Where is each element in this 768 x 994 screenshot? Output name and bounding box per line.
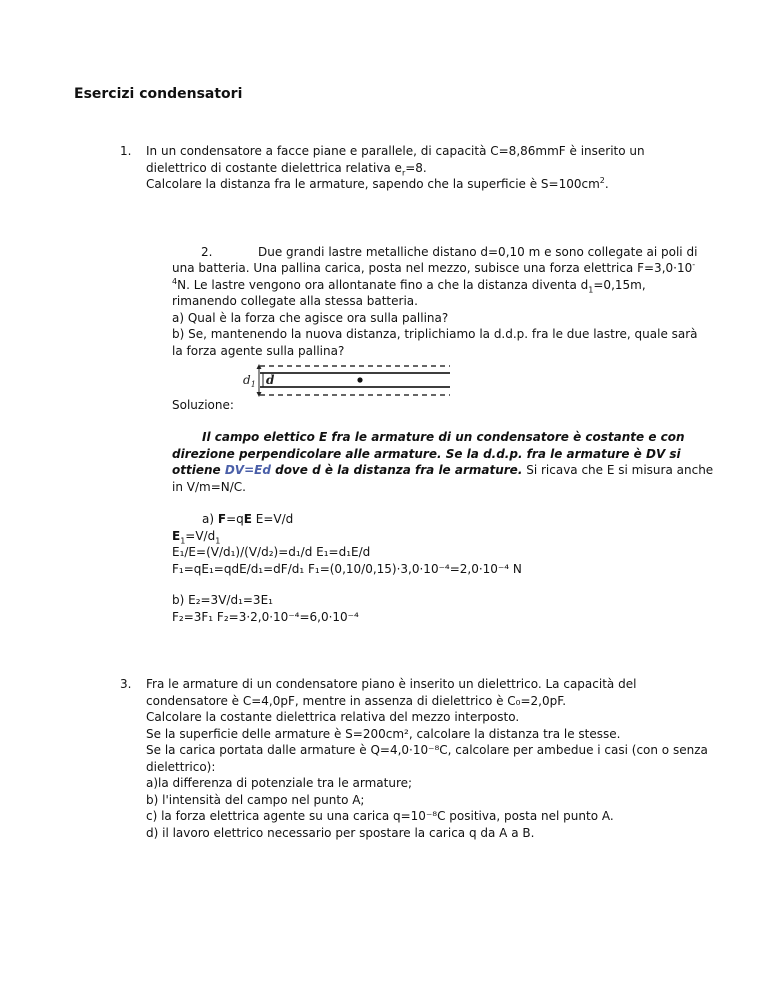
force-symbol: F (217, 512, 227, 526)
answer-a-line-1 (172, 511, 522, 528)
text: N. Le lastre vengono ora allontanate fino a che la distanza diventa d (177, 277, 589, 292)
text: a) (202, 512, 218, 526)
exercise-2-line-2 (172, 260, 698, 277)
exercise-3-line-1: Fra le armature di un condensatore piano è inserito un dielettrico. La capacità del (146, 677, 637, 691)
field-symbol: E (243, 512, 252, 526)
text: =8. (405, 160, 427, 175)
exercise-2-line-5: a) Qual è la forza che agisce ora sulla pallina? (172, 310, 449, 325)
superscript: 2 (599, 176, 605, 185)
text: =q (226, 512, 244, 526)
d1-label (243, 373, 256, 389)
superscript: - (692, 260, 696, 269)
subscript: 1 (180, 535, 186, 545)
exercise-3-line-2: condensatore è C=4,0pF, mentre in assenza di dielettrico è C₀=2,0pF. (146, 693, 567, 708)
solution-label: Soluzione: (172, 398, 234, 412)
exercise-1-line-2 (146, 160, 645, 177)
field-symbol: E (172, 528, 181, 543)
exercise-3-text (146, 676, 708, 841)
theory-block (172, 429, 713, 495)
exercise-3-line-9: c) la forza elettrica agente su una carica q=10⁻⁸C positiva, posta nel punto A. (146, 809, 614, 823)
text: dielettrico di costante dielettrica relativa e (146, 160, 402, 175)
exercise-3-line-10: d) il lavoro elettrico necessario per spostare la carica q da A a B. (146, 825, 535, 840)
text: Si ricava che E si misura anche (522, 463, 714, 477)
answer-a (172, 511, 522, 577)
exercise-1-number: 1. (120, 144, 132, 158)
superscript: 4 (172, 276, 178, 286)
text: . (604, 177, 609, 191)
exercise-1-line-3 (146, 176, 645, 193)
exercise-1-text (146, 143, 645, 193)
text: dove d è la distanza fra le armature. (270, 463, 523, 477)
theory-line-4: in V/m=N/C. (172, 479, 246, 494)
d1-letter: d (243, 373, 251, 387)
exercise-3-line-3: Calcolare la costante dielettrica relativa del mezzo interposto. (146, 710, 520, 724)
answer-b-line-2: F₂=3F₁ F₂=3·2,0·10⁻⁴=6,0·10⁻⁴ (172, 609, 359, 624)
answer-b (172, 592, 359, 625)
capacitor-plates-figure (240, 362, 455, 400)
text: una batteria. Una pallina carica, posta nel mezzo, subisce una forza elettrica F=3,0·10 (172, 261, 693, 275)
page-title: Esercizi condensatori (74, 86, 243, 102)
charged-ball (357, 377, 362, 382)
subscript: 1 (588, 284, 594, 294)
exercise-3-line-7: a)la differenza di potenziale tra le armature; (146, 776, 413, 790)
d1-subscript: 1 (250, 380, 256, 389)
text: =0,15m, (593, 277, 646, 292)
exercise-3-number: 3. (120, 677, 132, 691)
exercise-3-line-5: Se la carica portata dalle armature è Q=4,0·10⁻⁸C, calcolare per ambedue i casi (con o senza (146, 743, 708, 757)
answer-a-line-4: F₁=qE₁=qdE/d₁=dF/d₁ F₁=(0,10/0,15)·3,0·10⁻⁴=2,0·10⁻⁴ N (172, 561, 522, 576)
answer-a-line-2 (172, 528, 522, 545)
exercise-3-line-4: Se la superficie delle armature è S=200cm², calcolare la distanza tra le stesse. (146, 726, 621, 741)
exercise-2-number: 2. (201, 245, 213, 259)
exercise-2-line-3 (172, 277, 698, 294)
text: ottiene (172, 463, 225, 477)
text: Calcolare la distanza fra le armature, sapendo che la superficie è S=100cm (146, 177, 600, 191)
exercise-2-line-4: rimanendo collegate alla stessa batteria. (172, 294, 418, 308)
theory-line-2: direzione perpendicolare alle armature. Se la d.d.p. fra le armature è DV si (172, 446, 681, 461)
exercise-3-line-8: b) l'intensità del campo nel punto A; (146, 792, 365, 807)
exercise-1-line-1: In un condensatore a facce piane e parallele, di capacità C=8,86mmF è inserito un (146, 144, 645, 158)
subscript: r (401, 167, 406, 177)
answer-a-line-3: E₁/E=(V/d₁)/(V/d₂)=d₁/d E₁=d₁E/d (172, 545, 371, 559)
exercise-2-text (172, 260, 698, 359)
d-label: d (266, 373, 275, 387)
exercise-2-line-6: b) Se, mantenendo la nuova distanza, triplichiamo la d.d.p. fra le due lastre, quale sarà (172, 327, 698, 341)
formula-dv-ed: DV=Ed (224, 463, 271, 477)
answer-b-line-1: b) E₂=3V/d₁=3E₁ (172, 593, 273, 607)
exercise-2-line-7: la forza agente sulla pallina? (172, 343, 345, 358)
theory-line-3 (172, 462, 713, 479)
theory-line-1: Il campo elettico E fra le armature di un condensatore è costante e con (202, 430, 685, 444)
exercise-3-line-6: dielettrico): (146, 759, 216, 774)
subscript: 1 (215, 535, 221, 545)
text: E=V/d (251, 512, 294, 526)
exercise-2-line-1: Due grandi lastre metalliche distano d=0,10 m e sono collegate ai poli di (258, 245, 698, 259)
text: =V/d (185, 528, 216, 543)
